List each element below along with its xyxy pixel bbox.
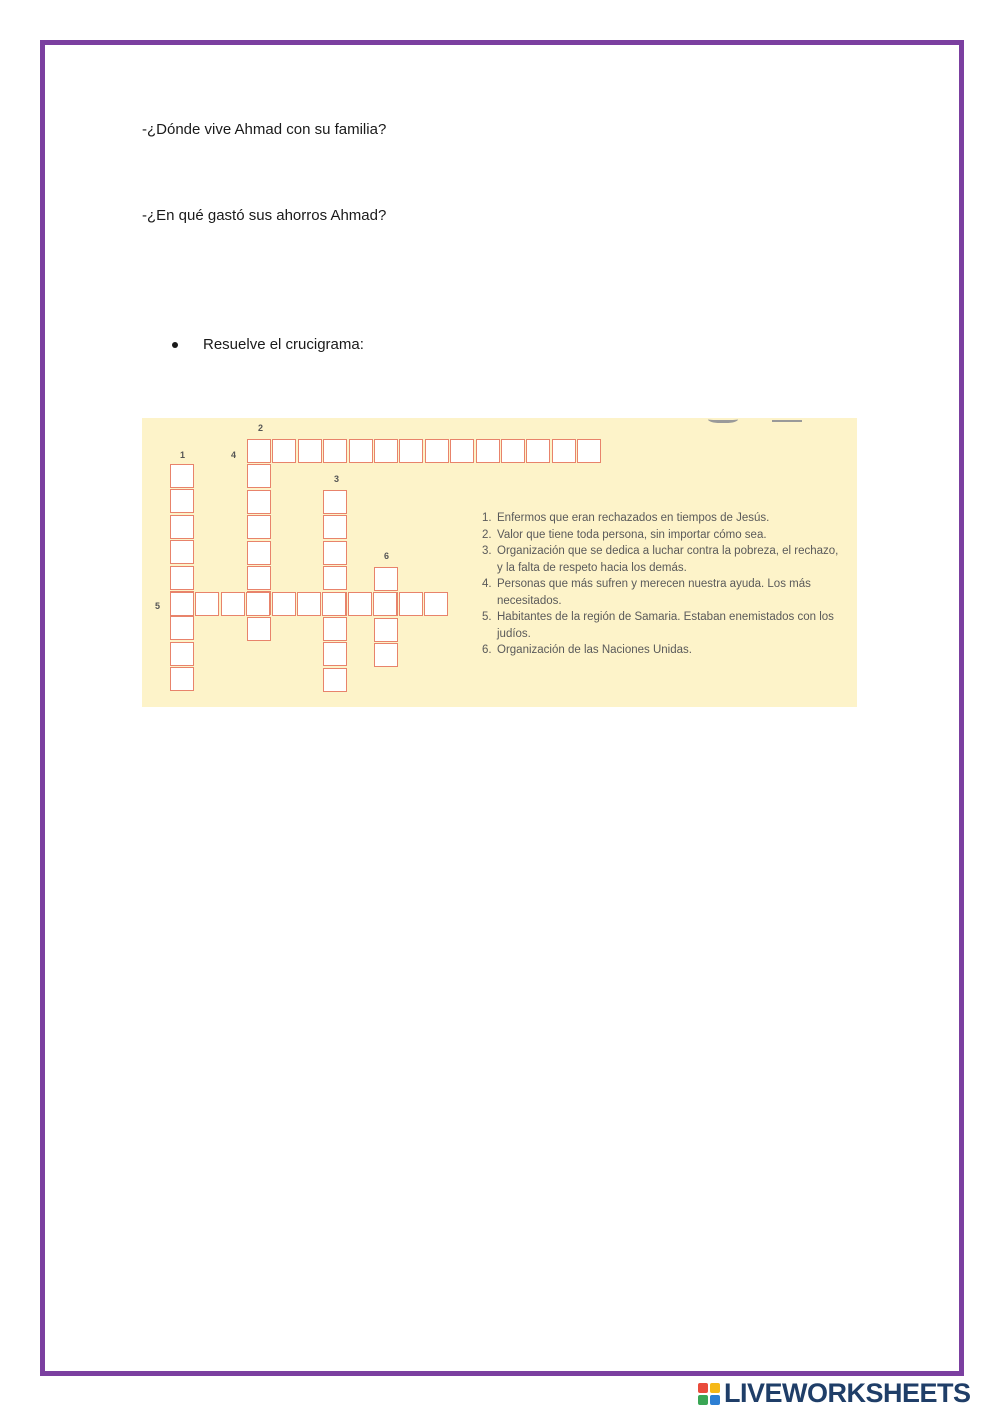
crossword-cell[interactable] [221, 592, 245, 616]
crossword-cell[interactable] [170, 566, 194, 590]
crossword-cell[interactable] [323, 668, 347, 692]
logo-grid-icon [698, 1383, 720, 1405]
crossword-cell[interactable] [323, 515, 347, 539]
crossword-cell[interactable] [247, 541, 271, 565]
crossword-cell[interactable] [247, 464, 271, 488]
crossword-cell[interactable] [170, 616, 194, 640]
crossword-cell[interactable] [323, 566, 347, 590]
crossword-cell[interactable] [247, 617, 271, 641]
clue-item: 5. Habitantes de la región de Samaria. Estaban enemistados con los judíos. [482, 611, 834, 640]
clue-number-3: 3 [334, 474, 340, 484]
crossword-cell[interactable] [272, 592, 296, 616]
crossword-cell[interactable] [552, 439, 576, 463]
crossword-cell[interactable] [247, 490, 271, 514]
clue-item: 2. Valor que tiene toda persona, sin importar cómo sea. [482, 528, 767, 541]
crossword-cell[interactable] [195, 592, 219, 616]
crossword-cell[interactable] [247, 439, 271, 463]
decorative-shape [772, 418, 802, 422]
crossword-cell[interactable] [374, 643, 398, 667]
clue-item: 4. Personas que más sufren y merecen nuestra ayuda. Los más necesitados. [482, 578, 811, 607]
clue-item: 1. Enfermos que eran rechazados en tiempos de Jesús. [482, 512, 770, 524]
crossword-cell[interactable] [476, 439, 500, 463]
crossword-cell[interactable] [450, 439, 474, 463]
crossword-cell[interactable] [374, 439, 398, 463]
logo-text: LIVEWORKSHEETS [724, 1378, 971, 1408]
clue-number-4: 4 [231, 450, 237, 460]
crossword-cell[interactable] [323, 617, 347, 641]
crossword-cell[interactable] [297, 592, 321, 616]
clue-list [482, 510, 847, 659]
crossword-cell[interactable] [323, 439, 347, 463]
crossword-cell[interactable] [349, 439, 373, 463]
crossword-cell[interactable] [501, 439, 525, 463]
crossword-cell[interactable] [170, 464, 194, 488]
crossword-cell[interactable] [399, 439, 423, 463]
crossword-cell[interactable] [170, 667, 194, 691]
crossword-cell[interactable] [322, 592, 346, 616]
clue-item: 6. Organización de las Naciones Unidas. [482, 644, 692, 656]
crossword-cell[interactable] [170, 642, 194, 666]
crossword-cell[interactable] [424, 592, 448, 616]
crossword-cell[interactable] [298, 439, 322, 463]
crossword-cell[interactable] [247, 515, 271, 539]
crossword-cell[interactable] [323, 642, 347, 666]
crossword-cell[interactable] [170, 592, 194, 616]
crossword-cell[interactable] [170, 489, 194, 513]
crossword-cell[interactable] [526, 439, 550, 463]
crossword-cell[interactable] [247, 566, 271, 590]
crossword-cell[interactable] [323, 490, 347, 514]
clue-number-1: 1 [180, 450, 186, 460]
crossword-cell[interactable] [577, 439, 601, 463]
question-2: -¿En qué gastó sus ahorros Ahmad? [142, 207, 387, 224]
crossword-cell[interactable] [170, 540, 194, 564]
crossword-cell[interactable] [323, 541, 347, 565]
page-border [40, 40, 964, 1376]
crossword-puzzle [142, 418, 857, 707]
clue-item: 3. Organización que se dedica a luchar contra la pobreza, el rechazo, y la falta de respeto hacia los demás. [482, 545, 839, 574]
question-1: -¿Dónde vive Ahmad con su familia? [142, 121, 387, 138]
bullet-icon [172, 342, 178, 348]
clue-number-6: 6 [384, 551, 390, 561]
clue-number-2: 2 [258, 423, 264, 433]
instruction-text: Resuelve el crucigrama: [203, 336, 364, 353]
crossword-cell[interactable] [348, 592, 372, 616]
crossword-cell[interactable] [399, 592, 423, 616]
crossword-cell[interactable] [374, 618, 398, 642]
crossword-cell[interactable] [425, 439, 449, 463]
crossword-cell[interactable] [246, 592, 270, 616]
decorative-shape [708, 418, 738, 423]
crossword-cell[interactable] [170, 515, 194, 539]
crossword-cell[interactable] [373, 592, 397, 616]
crossword-cell[interactable] [272, 439, 296, 463]
clue-number-5: 5 [155, 601, 161, 611]
crossword-cell[interactable] [374, 567, 398, 591]
